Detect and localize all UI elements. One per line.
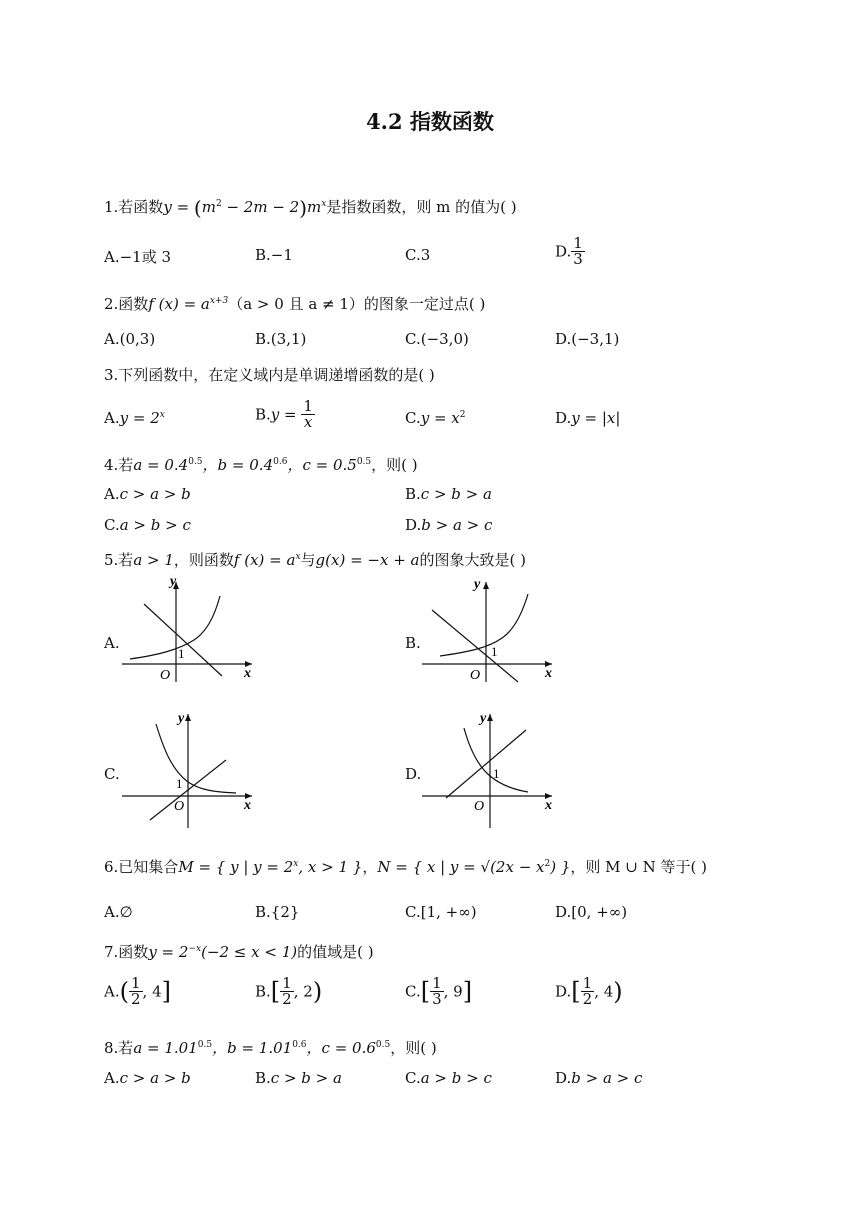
q2-option-a[interactable]: A.(0,3) — [104, 330, 156, 348]
graph-a[interactable] — [118, 578, 258, 686]
svg-text:1: 1 — [493, 766, 500, 781]
question-8: 8.若$a = 1.01^{0.5}$，$b = 1.01^{0.6}$，$c = 0.6^{0.5}$，则( ) — [104, 1039, 437, 1057]
q8-option-a[interactable]: A.c > a > b — [104, 1069, 191, 1087]
q6-option-c[interactable]: C.[1, +∞) — [405, 903, 477, 921]
q2-option-b[interactable]: B.(3,1) — [255, 330, 307, 348]
q8-option-c[interactable]: C.a > b > c — [405, 1069, 492, 1087]
q3-option-a[interactable]: $A.y = 2^x$ — [104, 409, 165, 427]
q8-option-b[interactable]: B.c > b > a — [255, 1069, 342, 1087]
svg-text:x: x — [545, 666, 552, 681]
svg-text:O: O — [470, 668, 481, 683]
q8-option-d[interactable]: D.b > a > c — [555, 1069, 643, 1087]
q6-option-b[interactable]: B.{2} — [255, 903, 300, 921]
svg-text:x: x — [545, 798, 552, 813]
question-2: 2.函数f $(x) = a^{x+3}(a > 0$ 且 a ≠ 1）的图象一定过点( ) — [104, 295, 486, 313]
q3-option-b[interactable]: B.y = $\frac{1}{x}$ — [255, 397, 313, 431]
q4-option-b[interactable]: B.c > b > a — [405, 485, 492, 503]
question-7: 7.函数$y = 2^{-x}(-2 \le x < 1)$的值域是( ) — [104, 943, 374, 961]
q2-option-c[interactable]: C.(−3,0) — [405, 330, 469, 348]
svg-text:y: y — [480, 711, 487, 726]
svg-text:y: y — [474, 578, 481, 592]
svg-text:x: x — [244, 666, 251, 681]
q6-option-d[interactable]: D.[0, +∞) — [555, 903, 628, 921]
exp-curve — [464, 728, 528, 792]
graph-c[interactable] — [118, 710, 258, 830]
q5-option-a-label[interactable]: A. — [104, 634, 120, 652]
q5-option-c-label[interactable]: C. — [104, 765, 120, 783]
question-5: 5.若a > 1，则函数f $(x) = a^x$与g(x) = −x + a的图象大致是( ) — [104, 551, 526, 569]
question-1: 1.若函数$y = (m^2 - 2m - 2)m^x$是指数函数，则 m 的值为( ) — [104, 196, 517, 220]
q1-option-b[interactable]: B.−1 — [255, 246, 293, 264]
svg-text:1: 1 — [176, 776, 183, 791]
q1-option-a[interactable]: A.−1或 3 — [104, 248, 172, 266]
q4-option-a[interactable]: A.c > a > b — [104, 485, 191, 503]
svg-text:O: O — [174, 799, 185, 814]
graph-d[interactable] — [418, 710, 558, 830]
q7-option-a[interactable]: A.( $\frac{1}{2}$ , 4] — [104, 974, 171, 1008]
question-6: 6.已知集合M = { y | $y = 2^x$, x > 1 }，N = { x | $y = √(2x - x^2)$ }，则 M ∪ N 等于( ) — [104, 858, 708, 876]
line-graph — [446, 730, 526, 798]
page-title: 4.2 指数函数 — [366, 109, 494, 134]
svg-text:x: x — [244, 798, 251, 813]
line-graph — [144, 604, 222, 676]
question-4: 4.若$a = 0.4^{0.5}$，$b = 0.4^{0.6}$，$c = 0.5^{0.5}$，则( ) — [104, 456, 418, 474]
q1-option-c[interactable]: C.3 — [405, 246, 431, 264]
exp-curve — [130, 596, 220, 659]
q3-option-c[interactable]: $C.y = x^2$ — [405, 409, 466, 427]
svg-text:1: 1 — [178, 646, 185, 661]
q1-option-d[interactable]: D. $\frac{1}{3}$ — [555, 234, 583, 268]
svg-text:y: y — [178, 711, 185, 726]
q6-option-a[interactable]: A.∅ — [104, 903, 133, 921]
q4-option-d[interactable]: D.b > a > c — [405, 516, 493, 534]
svg-text:O: O — [474, 799, 485, 814]
svg-text:1: 1 — [491, 644, 498, 659]
q7-option-c[interactable]: C.[ $\frac{1}{3}$ , 9] — [405, 974, 473, 1008]
q7-option-d[interactable]: D.[ $\frac{1}{2}$ , 4) — [555, 974, 623, 1008]
graph-b[interactable] — [418, 578, 558, 686]
q4-option-c[interactable]: C.a > b > c — [104, 516, 191, 534]
exp-curve — [440, 594, 528, 656]
question-3: 3.下列函数中，在定义域内是单调递增函数的是( ) — [104, 366, 435, 384]
q3-option-d[interactable]: D.y = |x| — [555, 409, 621, 427]
svg-text:y: y — [170, 578, 177, 589]
exp-curve — [156, 724, 236, 793]
svg-text:O: O — [160, 668, 171, 683]
q7-option-b[interactable]: B.[ $\frac{1}{2}$ , 2) — [255, 974, 323, 1008]
q2-option-d[interactable]: D.(−3,1) — [555, 330, 620, 348]
q5-option-d-label[interactable]: D. — [405, 765, 422, 783]
q5-option-b-label[interactable]: B. — [405, 634, 421, 652]
